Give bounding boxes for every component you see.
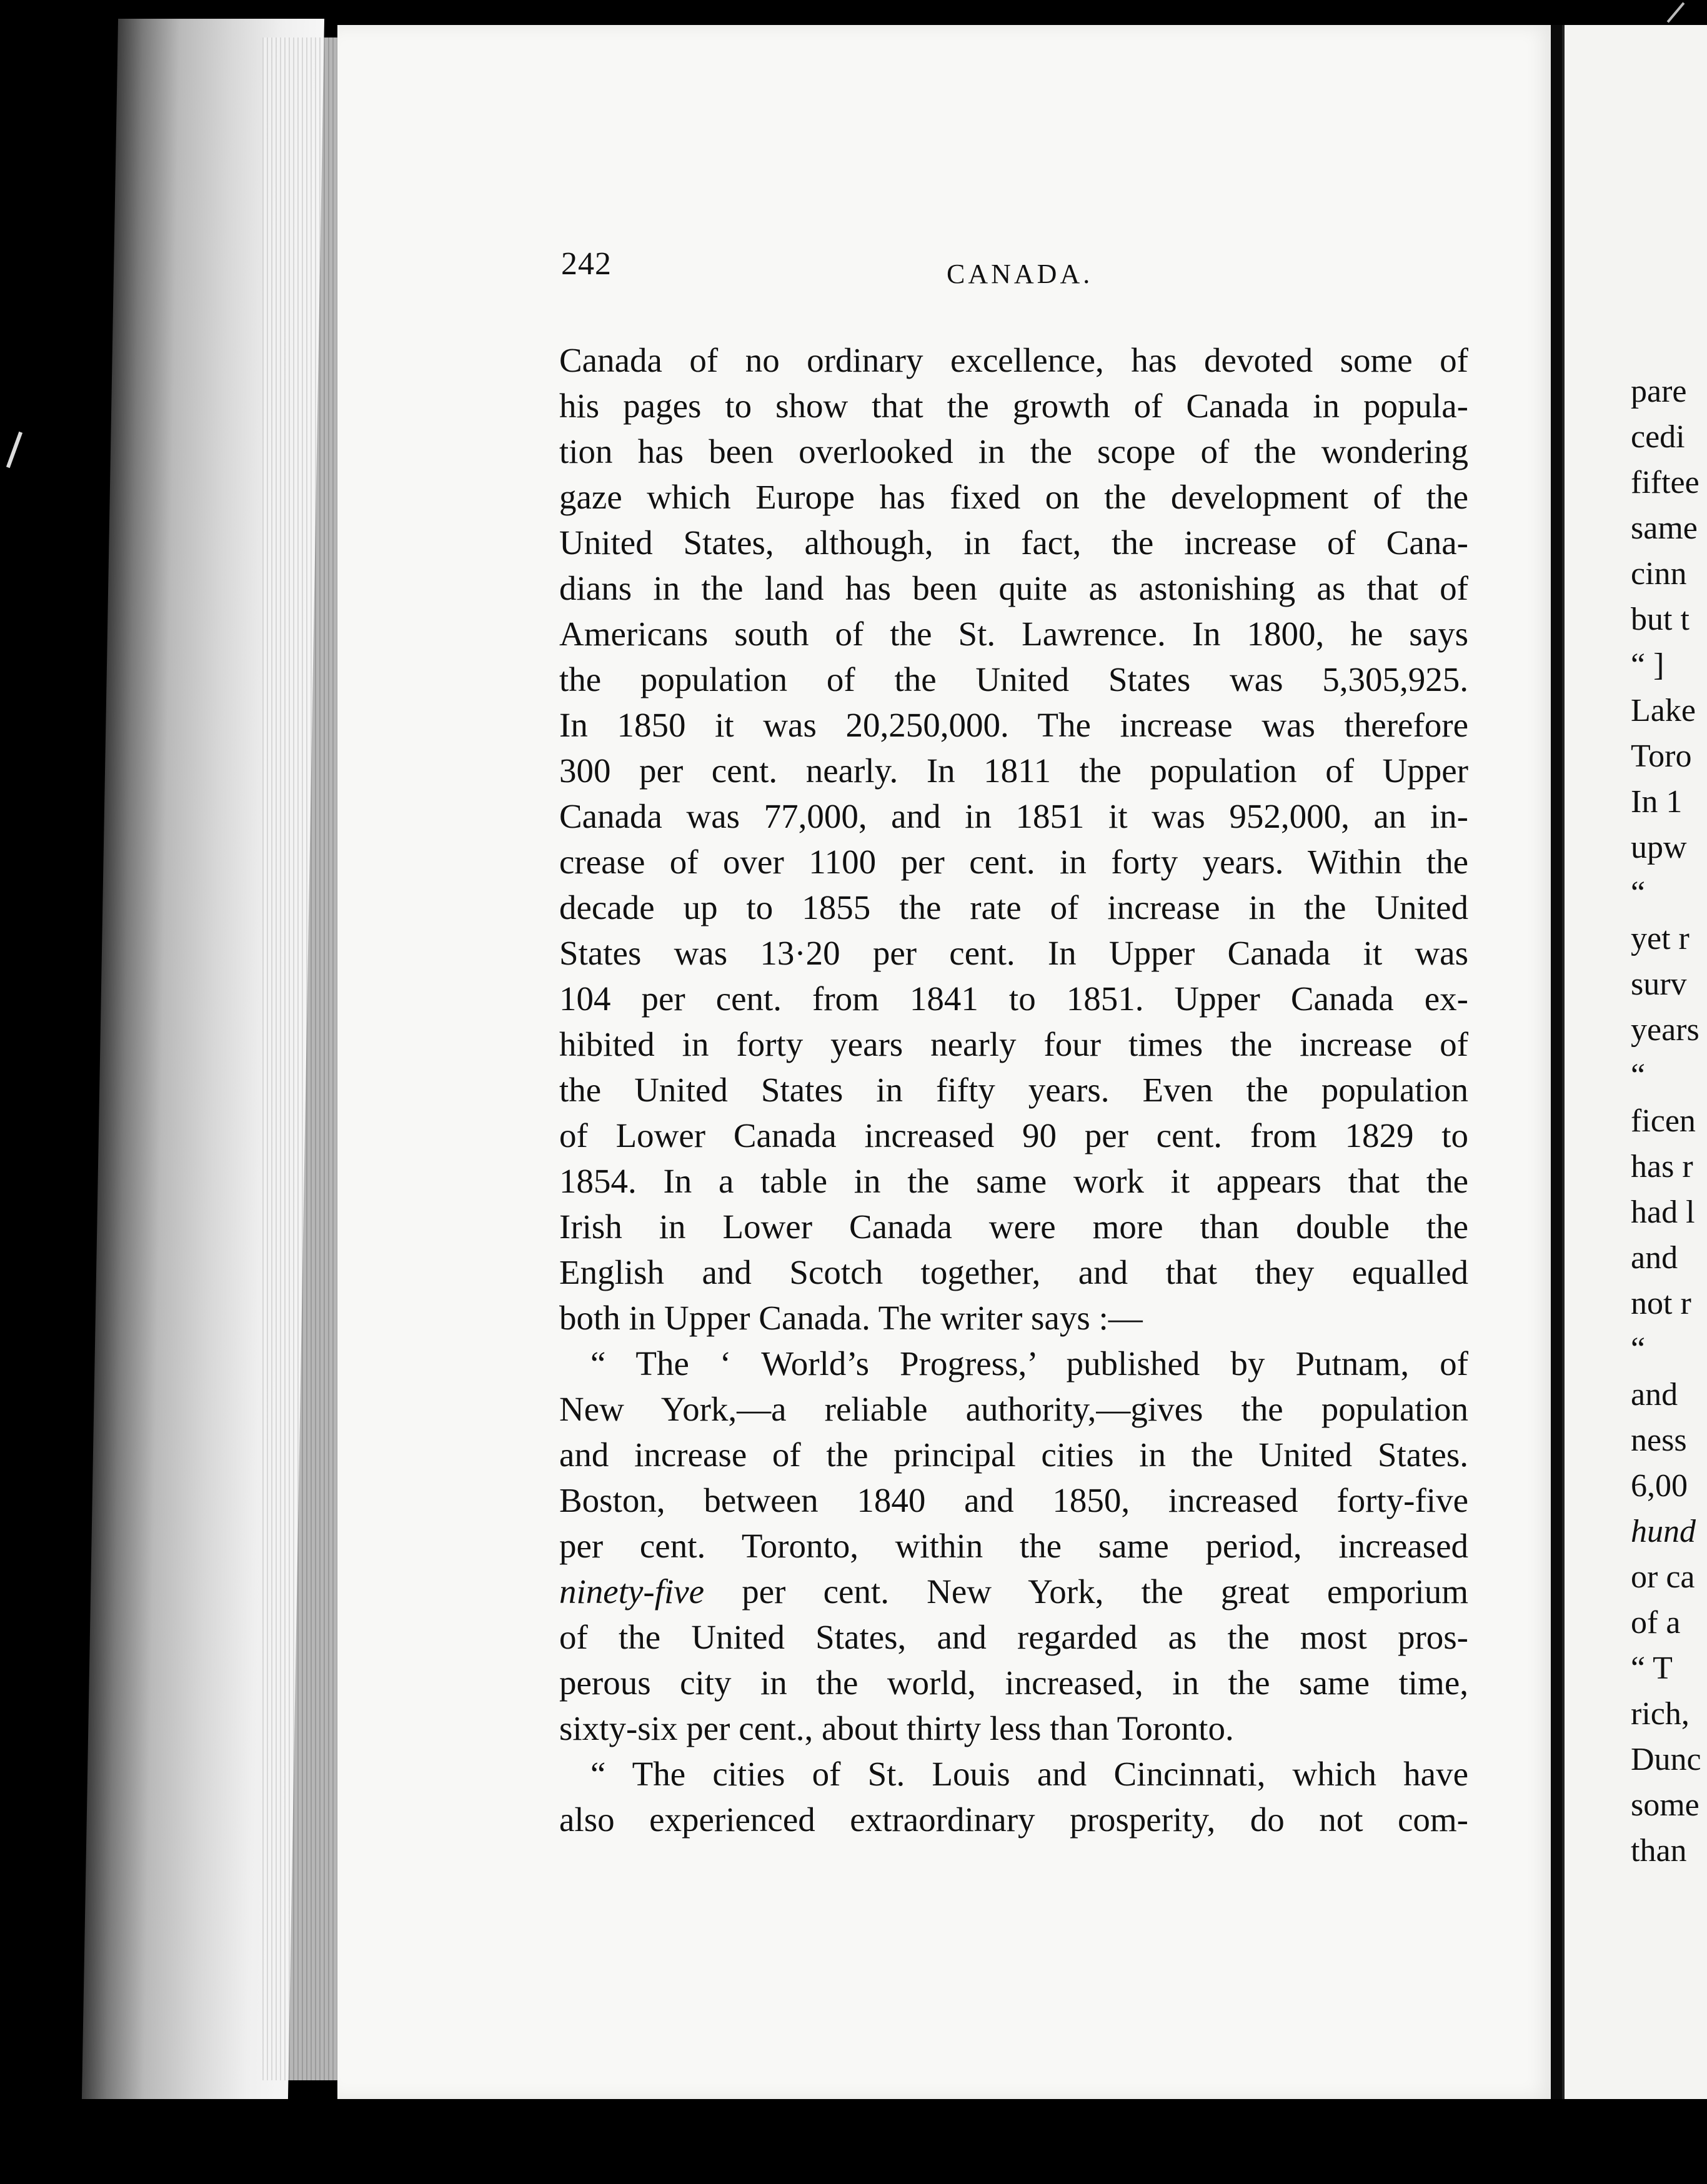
right-text-line: rich,: [1631, 1696, 1690, 1732]
text-line: Americans south of the St. Lawrence. In 1800, he says: [559, 615, 1468, 653]
quote-line: sixty-six per cent., about thirty less than Toronto.: [559, 1709, 1234, 1747]
text-line: United States, although, in fact, the increase of Cana-: [559, 524, 1468, 562]
quote-line: and increase of the principal cities in the United States.: [559, 1436, 1468, 1474]
text-line: 300 per cent. nearly. In 1811 the population of Upper: [559, 752, 1468, 790]
right-text-line: cedi: [1631, 419, 1685, 455]
text-line: the population of the United States was 5,305,925.: [559, 660, 1468, 698]
right-text-line: “: [1631, 1331, 1646, 1367]
running-head: CANADA.: [947, 259, 1093, 289]
right-text-line: and: [1631, 1240, 1678, 1276]
text-line: Canada was 77,000, and in 1851 it was 952,000, an in-: [559, 797, 1468, 835]
right-text-line: “: [1631, 875, 1646, 911]
right-text-line: but t: [1631, 602, 1690, 637]
right-text-line: “ T: [1631, 1650, 1673, 1686]
right-text-line: hund: [1631, 1514, 1696, 1549]
text-line: Irish in Lower Canada were more than double the: [559, 1208, 1468, 1246]
text-line: both in Upper Canada. The writer says :—: [559, 1299, 1143, 1337]
quote-line: of the United States, and regarded as the most pros-: [559, 1618, 1468, 1656]
quote-line: per cent. Toronto, within the same period, increased: [559, 1527, 1468, 1565]
right-text-line: yet r: [1631, 921, 1690, 956]
page-edge-lines: [262, 37, 350, 2080]
right-text-line: Dunc: [1631, 1742, 1701, 1777]
body-text: [559, 337, 1468, 1842]
right-text-line: and: [1631, 1377, 1678, 1412]
right-text-line: “ ]: [1631, 647, 1665, 683]
right-text-line: upw: [1631, 830, 1687, 865]
quote-line: perous city in the world, increased, in the same time,: [559, 1664, 1468, 1702]
right-text-line: same: [1631, 510, 1698, 546]
text-line: 104 per cent. from 1841 to 1851. Upper Canada ex-: [559, 980, 1468, 1018]
quote-line: New York,—a reliable authority,—gives the population: [559, 1390, 1468, 1428]
text-line: In 1850 it was 20,250,000. The increase was therefore: [559, 706, 1468, 744]
right-text-line: surv: [1631, 966, 1687, 1002]
right-text-line: fiftee: [1631, 465, 1700, 500]
right-page-text: [1631, 369, 1707, 1874]
text-line: States was 13·20 per cent. In Upper Canada it was: [559, 934, 1468, 972]
right-text-line: Toro: [1631, 738, 1692, 774]
text-line: tion has been overlooked in the scope of the wondering: [559, 432, 1468, 470]
quote-line: “ The cities of St. Louis and Cincinnati, which have: [590, 1755, 1468, 1793]
right-text-line: not r: [1631, 1286, 1691, 1321]
quote-line: “ The ‘ World’s Progress,’ published by Putnam, of: [590, 1344, 1468, 1382]
right-text-line: some: [1631, 1787, 1700, 1823]
quote-line: ninety-five per cent. New York, the great emporium: [559, 1572, 1468, 1611]
quote-line: Boston, between 1840 and 1850, increased forty-five: [559, 1481, 1468, 1519]
text-line: 1854. In a table in the same work it appears that the: [559, 1162, 1468, 1200]
scan-mark: [1667, 2, 1685, 22]
text-line: decade up to 1855 the rate of increase in the United: [559, 888, 1468, 926]
text-line: gaze which Europe has fixed on the development of the: [559, 478, 1468, 516]
right-text-line: In 1: [1631, 784, 1683, 820]
right-text-line: pare: [1631, 374, 1687, 409]
right-text-line: cinn: [1631, 556, 1687, 592]
text-line: his pages to show that the growth of Canada in popula-: [559, 387, 1468, 425]
right-text-line: had l: [1631, 1194, 1695, 1230]
right-text-line: ficen: [1631, 1103, 1696, 1139]
right-text-line: years: [1631, 1012, 1700, 1048]
right-text-line: or ca: [1631, 1559, 1695, 1595]
right-text-line: of a: [1631, 1605, 1681, 1640]
text-line: dians in the land has been quite as astonishing as that of: [559, 569, 1468, 607]
right-text-line: than: [1631, 1833, 1687, 1869]
right-text-line: ness: [1631, 1422, 1687, 1458]
quote-line: also experienced extraordinary prosperity, do not com-: [559, 1800, 1468, 1839]
text-line: English and Scotch together, and that they equalled: [559, 1253, 1468, 1291]
scan-mark: [6, 432, 22, 468]
right-text-line: 6,00: [1631, 1468, 1688, 1504]
right-text-line: “: [1631, 1058, 1646, 1093]
right-text-line: has r: [1631, 1149, 1693, 1184]
emphasis-text: ninety-five: [559, 1572, 705, 1611]
text-line: crease of over 1100 per cent. in forty years. Within the: [559, 843, 1468, 881]
text-line: the United States in fifty years. Even the population: [559, 1071, 1468, 1109]
text-line: Canada of no ordinary excellence, has devoted some of: [559, 341, 1468, 379]
text-line: hibited in forty years nearly four times the increase of: [559, 1025, 1468, 1063]
book-gutter: [1551, 25, 1562, 2099]
page-number: 242: [561, 246, 612, 282]
text-line: of Lower Canada increased 90 per cent. from 1829 to: [559, 1116, 1468, 1154]
right-text-line: Lake: [1631, 693, 1696, 728]
